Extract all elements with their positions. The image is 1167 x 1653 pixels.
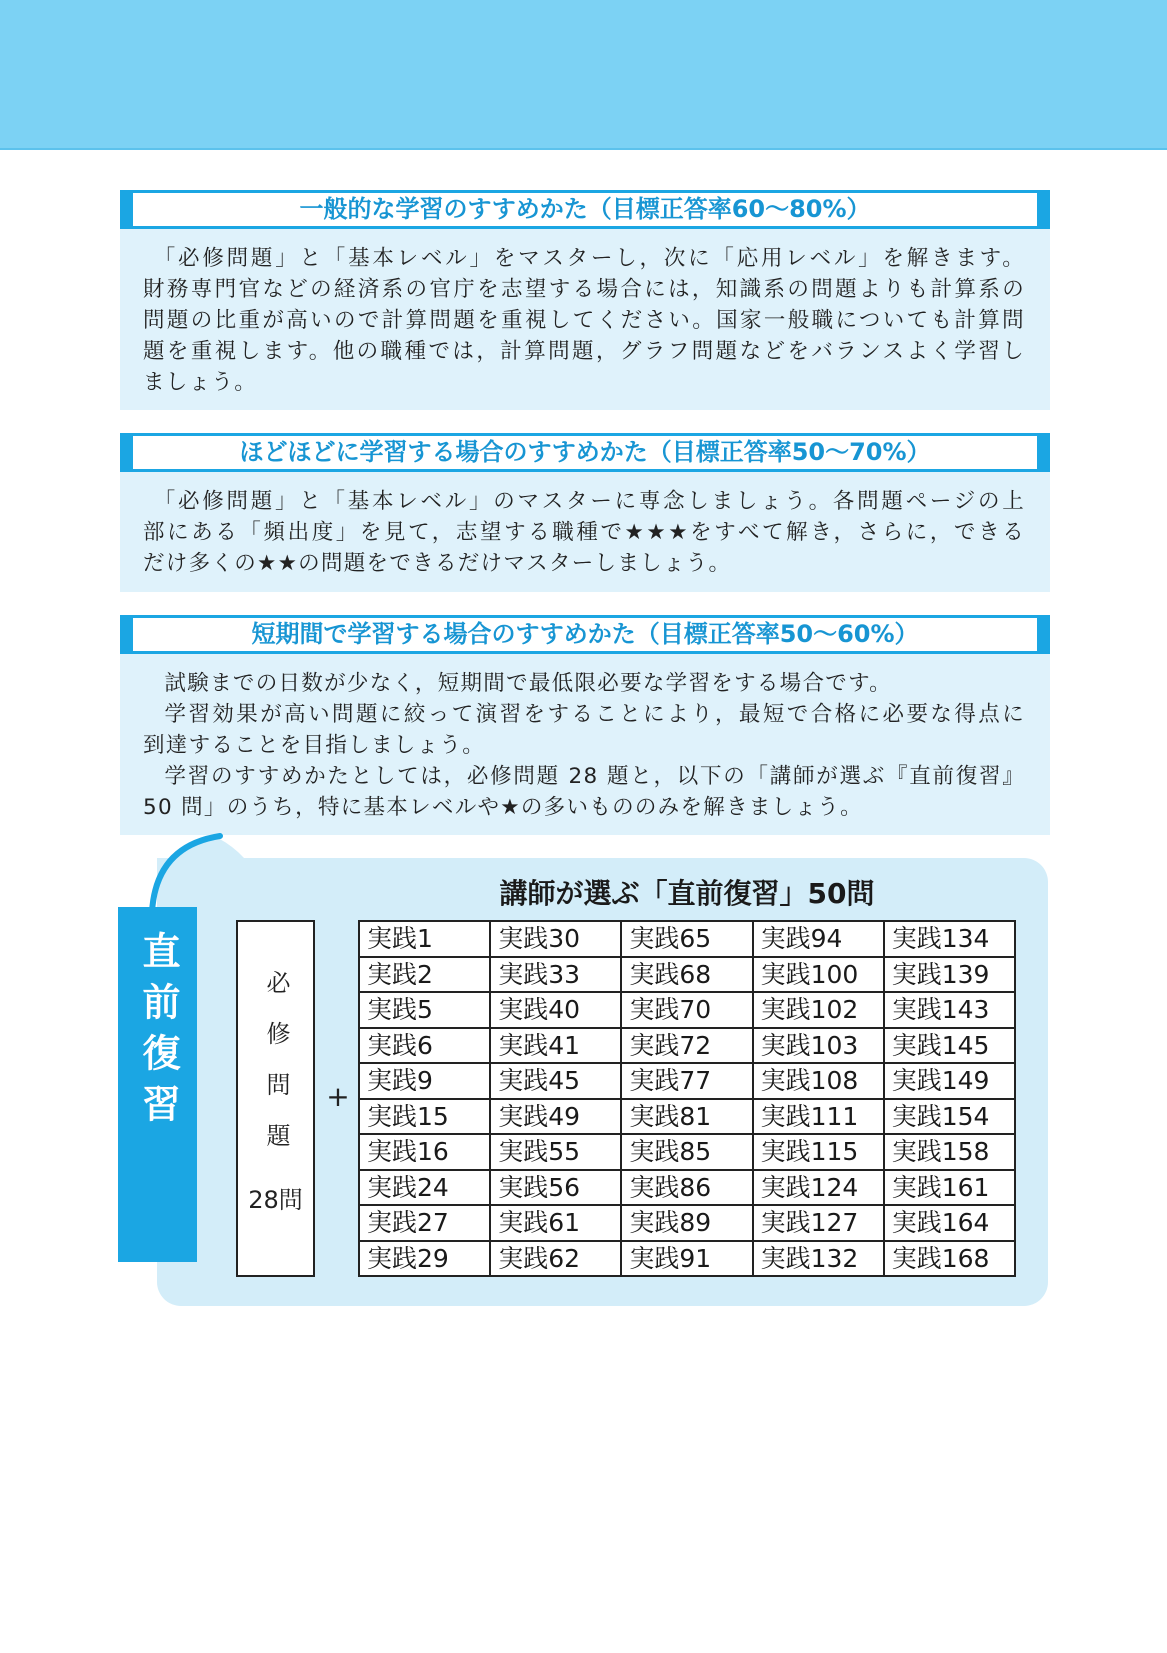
table-cell: 実践139 bbox=[884, 957, 1015, 993]
review-tab-label: 直前復習 bbox=[136, 931, 180, 1135]
body-line: 50 問」のうち，特に基本レベルや★の多いもののみを解きましょう。 bbox=[143, 795, 863, 820]
table-cell: 実践24 bbox=[359, 1170, 490, 1206]
table-cell: 実践2 bbox=[359, 957, 490, 993]
body-line: 「必修問題」と「基本レベル」のマスターに専念しましょう。各問題ページの上 bbox=[153, 489, 1025, 514]
table-cell: 実践77 bbox=[621, 1063, 752, 1099]
body-line: 学習効果が高い問題に絞って演習をすることにより，最短で合格に必要な得点に bbox=[164, 702, 1025, 727]
table-cell: 実践158 bbox=[884, 1134, 1015, 1170]
section-body-general bbox=[120, 229, 1050, 410]
section-title-general: 一般的な学習のすすめかた（目標正答率60～80%） bbox=[120, 190, 1050, 229]
table-cell: 実践145 bbox=[884, 1028, 1015, 1064]
body-line: 問題の比重が高いので計算問題を重視してください。国家一般職についても計算問 bbox=[143, 308, 1025, 333]
table-cell: 実践68 bbox=[621, 957, 752, 993]
table-cell: 実践115 bbox=[753, 1134, 884, 1170]
table-cell: 実践85 bbox=[621, 1134, 752, 1170]
table-cell: 実践102 bbox=[753, 992, 884, 1028]
table-cell: 実践134 bbox=[884, 921, 1015, 957]
section-title-moderate: ほどほどに学習する場合のすすめかた（目標正答率50～70%） bbox=[120, 433, 1050, 472]
table-cell: 実践6 bbox=[359, 1028, 490, 1064]
table-row bbox=[359, 1028, 1015, 1064]
table-cell: 実践16 bbox=[359, 1134, 490, 1170]
table-cell: 実践111 bbox=[753, 1099, 884, 1135]
table-cell: 実践149 bbox=[884, 1063, 1015, 1099]
table-cell: 実践15 bbox=[359, 1099, 490, 1135]
table-row bbox=[359, 1134, 1015, 1170]
review-tab bbox=[118, 907, 197, 1262]
section-body-moderate bbox=[120, 472, 1050, 592]
table-cell: 実践29 bbox=[359, 1241, 490, 1277]
body-line: 「必修問題」と「基本レベル」をマスターし，次に「応用レベル」を解きます。 bbox=[153, 246, 1025, 271]
table-cell: 実践132 bbox=[753, 1241, 884, 1277]
plus-sign: + bbox=[326, 1080, 350, 1113]
table-cell: 実践161 bbox=[884, 1170, 1015, 1206]
section-title-short-term: 短期間で学習する場合のすすめかた（目標正答率50～60%） bbox=[120, 615, 1050, 654]
table-cell: 実践33 bbox=[490, 957, 621, 993]
table-cell: 実践9 bbox=[359, 1063, 490, 1099]
body-line: 試験までの日数が少なく，短期間で最低限必要な学習をする場合です。 bbox=[164, 671, 892, 696]
table-cell: 実践30 bbox=[490, 921, 621, 957]
body-line: 財務専門官などの経済系の官庁を志望する場合には，知識系の問題よりも計算系の bbox=[143, 277, 1025, 302]
table-cell: 実践143 bbox=[884, 992, 1015, 1028]
table-cell: 実践49 bbox=[490, 1099, 621, 1135]
review-table bbox=[358, 920, 1016, 1277]
table-row bbox=[359, 1241, 1015, 1277]
table-cell: 実践154 bbox=[884, 1099, 1015, 1135]
required-problems-label: 必修問題 bbox=[262, 970, 290, 1174]
table-cell: 実践124 bbox=[753, 1170, 884, 1206]
table-cell: 実践1 bbox=[359, 921, 490, 957]
table-cell: 実践55 bbox=[490, 1134, 621, 1170]
body-line: だけ多くの★★の問題をできるだけマスターしましょう。 bbox=[143, 551, 732, 576]
table-cell: 実践86 bbox=[621, 1170, 752, 1206]
table-cell: 実践41 bbox=[490, 1028, 621, 1064]
body-line: 題を重視します。他の職種では，計算問題，グラフ問題などをバランスよく学習し bbox=[143, 339, 1025, 364]
table-cell: 実践164 bbox=[884, 1205, 1015, 1241]
header-band bbox=[0, 0, 1167, 150]
table-cell: 実践61 bbox=[490, 1205, 621, 1241]
body-line: ましょう。 bbox=[143, 370, 258, 395]
table-cell: 実践62 bbox=[490, 1241, 621, 1277]
table-cell: 実践56 bbox=[490, 1170, 621, 1206]
table-row bbox=[359, 957, 1015, 993]
review-title: 講師が選ぶ「直前復習」50問 bbox=[499, 877, 875, 910]
table-row bbox=[359, 992, 1015, 1028]
table-cell: 実践70 bbox=[621, 992, 752, 1028]
body-line: 学習のすすめかたとしては，必修問題 28 題と，以下の「講師が選ぶ『直前復習』 bbox=[164, 764, 1025, 789]
table-row bbox=[359, 921, 1015, 957]
table-cell: 実践89 bbox=[621, 1205, 752, 1241]
table-row bbox=[359, 1063, 1015, 1099]
body-line: 到達することを目指しましょう。 bbox=[143, 733, 486, 758]
table-row bbox=[359, 1099, 1015, 1135]
table-cell: 実践127 bbox=[753, 1205, 884, 1241]
required-problems-count: 28問 bbox=[248, 1186, 303, 1214]
table-cell: 実践27 bbox=[359, 1205, 490, 1241]
table-cell: 実践103 bbox=[753, 1028, 884, 1064]
table-row bbox=[359, 1205, 1015, 1241]
table-cell: 実践72 bbox=[621, 1028, 752, 1064]
body-line: 部にある「頻出度」を見て，志望する職種で★★★をすべて解き，さらに，できる bbox=[143, 520, 1025, 545]
table-cell: 実践45 bbox=[490, 1063, 621, 1099]
table-cell: 実践94 bbox=[753, 921, 884, 957]
section-body-short-term bbox=[120, 654, 1050, 835]
table-cell: 実践108 bbox=[753, 1063, 884, 1099]
table-cell: 実践65 bbox=[621, 921, 752, 957]
table-row bbox=[359, 1170, 1015, 1206]
table-cell: 実践168 bbox=[884, 1241, 1015, 1277]
table-cell: 実践100 bbox=[753, 957, 884, 993]
table-cell: 実践81 bbox=[621, 1099, 752, 1135]
table-cell: 実践40 bbox=[490, 992, 621, 1028]
table-cell: 実践5 bbox=[359, 992, 490, 1028]
required-problems-box bbox=[236, 920, 315, 1277]
table-cell: 実践91 bbox=[621, 1241, 752, 1277]
